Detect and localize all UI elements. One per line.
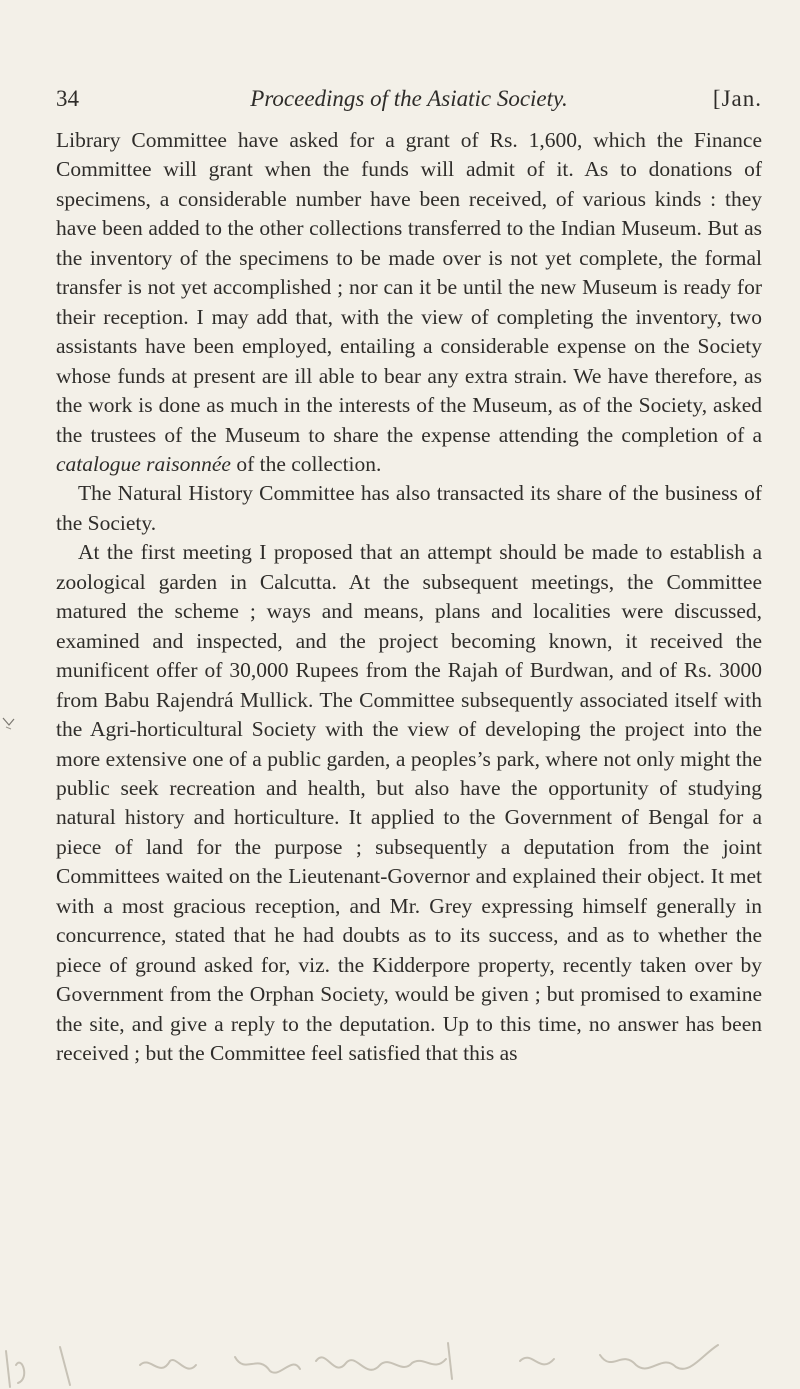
italic-term: catalogue raisonnée [56,451,231,476]
running-title: Proceedings of the Asiatic Society. [250,86,568,111]
bleed-through-handwriting [0,1335,800,1389]
marginal-pencil-mark [2,716,16,730]
running-header [56,84,762,114]
paragraph-text: Library Committee have asked for a grant of Rs. 1,600, which the Finance Committee will grant when the funds will admit of it. As to donations of specimens, a considerable number have been received, of various kinds : they have been added to the other collections transferred to the Indian Museum. But as the inventory of the specimens to be made over is not yet complete, the formal transfer is not yet accomplished ; nor can it be until the new Museum is ready for their reception. I may add that, with the view of completing the inventory, two assistants have been employed, entailing a considerable expense on the Society whose funds at present are ill able to bear any extra strain. We have therefore, as the work is done as much in the interests of the Museum, as of the Society, asked the trustees of the Museum to share the expense attending the completion of a [56,128,762,447]
page-number: 34 [56,86,79,111]
paragraph-library-committee [56,126,762,479]
paragraph-natural-history: The Natural History Committee has also transacted its share of the business of the Society. [56,481,762,535]
paragraph-text-end: of the collection. [230,451,382,476]
paragraph-zoological-garden: At the first meeting I proposed that an attempt should be made to establish a zoological garden in Calcutta. At the subsequent meetings, the Committee matured the scheme ; ways and means, plans and localities were discussed, examined and inspected, and the project becoming known, it received the munificent offer of 30,000 Rupees from the Rajah of Burdwan, and of Rs. 3000 from Babu Rajendrá Mullick. The Committee subsequently associated itself with the Agri-horticultural Society with the view of developing the project into the more extensive one of a public garden, a peoples’s park, where not only might the public seek recreation and health, but also have the opportunity of studying natural history and horticulture. It applied to the Government of Bengal for a piece of land for the purpose ; subsequently a deputation from the joint Committees waited on the Lieutenant-Governor and explained their object. It met with a most gracious reception, and Mr. Grey expressing himself generally in concurrence, stated that he had doubts as to its success, and as to whether the piece of ground asked for, viz. the Kidderpore property, recently taken over by Government from the Orphan Society, would be given ; but promised to examine the site, and give a reply to the deputation. Up to this time, no answer has been received ; but the Committee feel satisfied that this as [56,540,762,1066]
body-text [56,126,762,1069]
header-month: [Jan. [712,86,762,111]
